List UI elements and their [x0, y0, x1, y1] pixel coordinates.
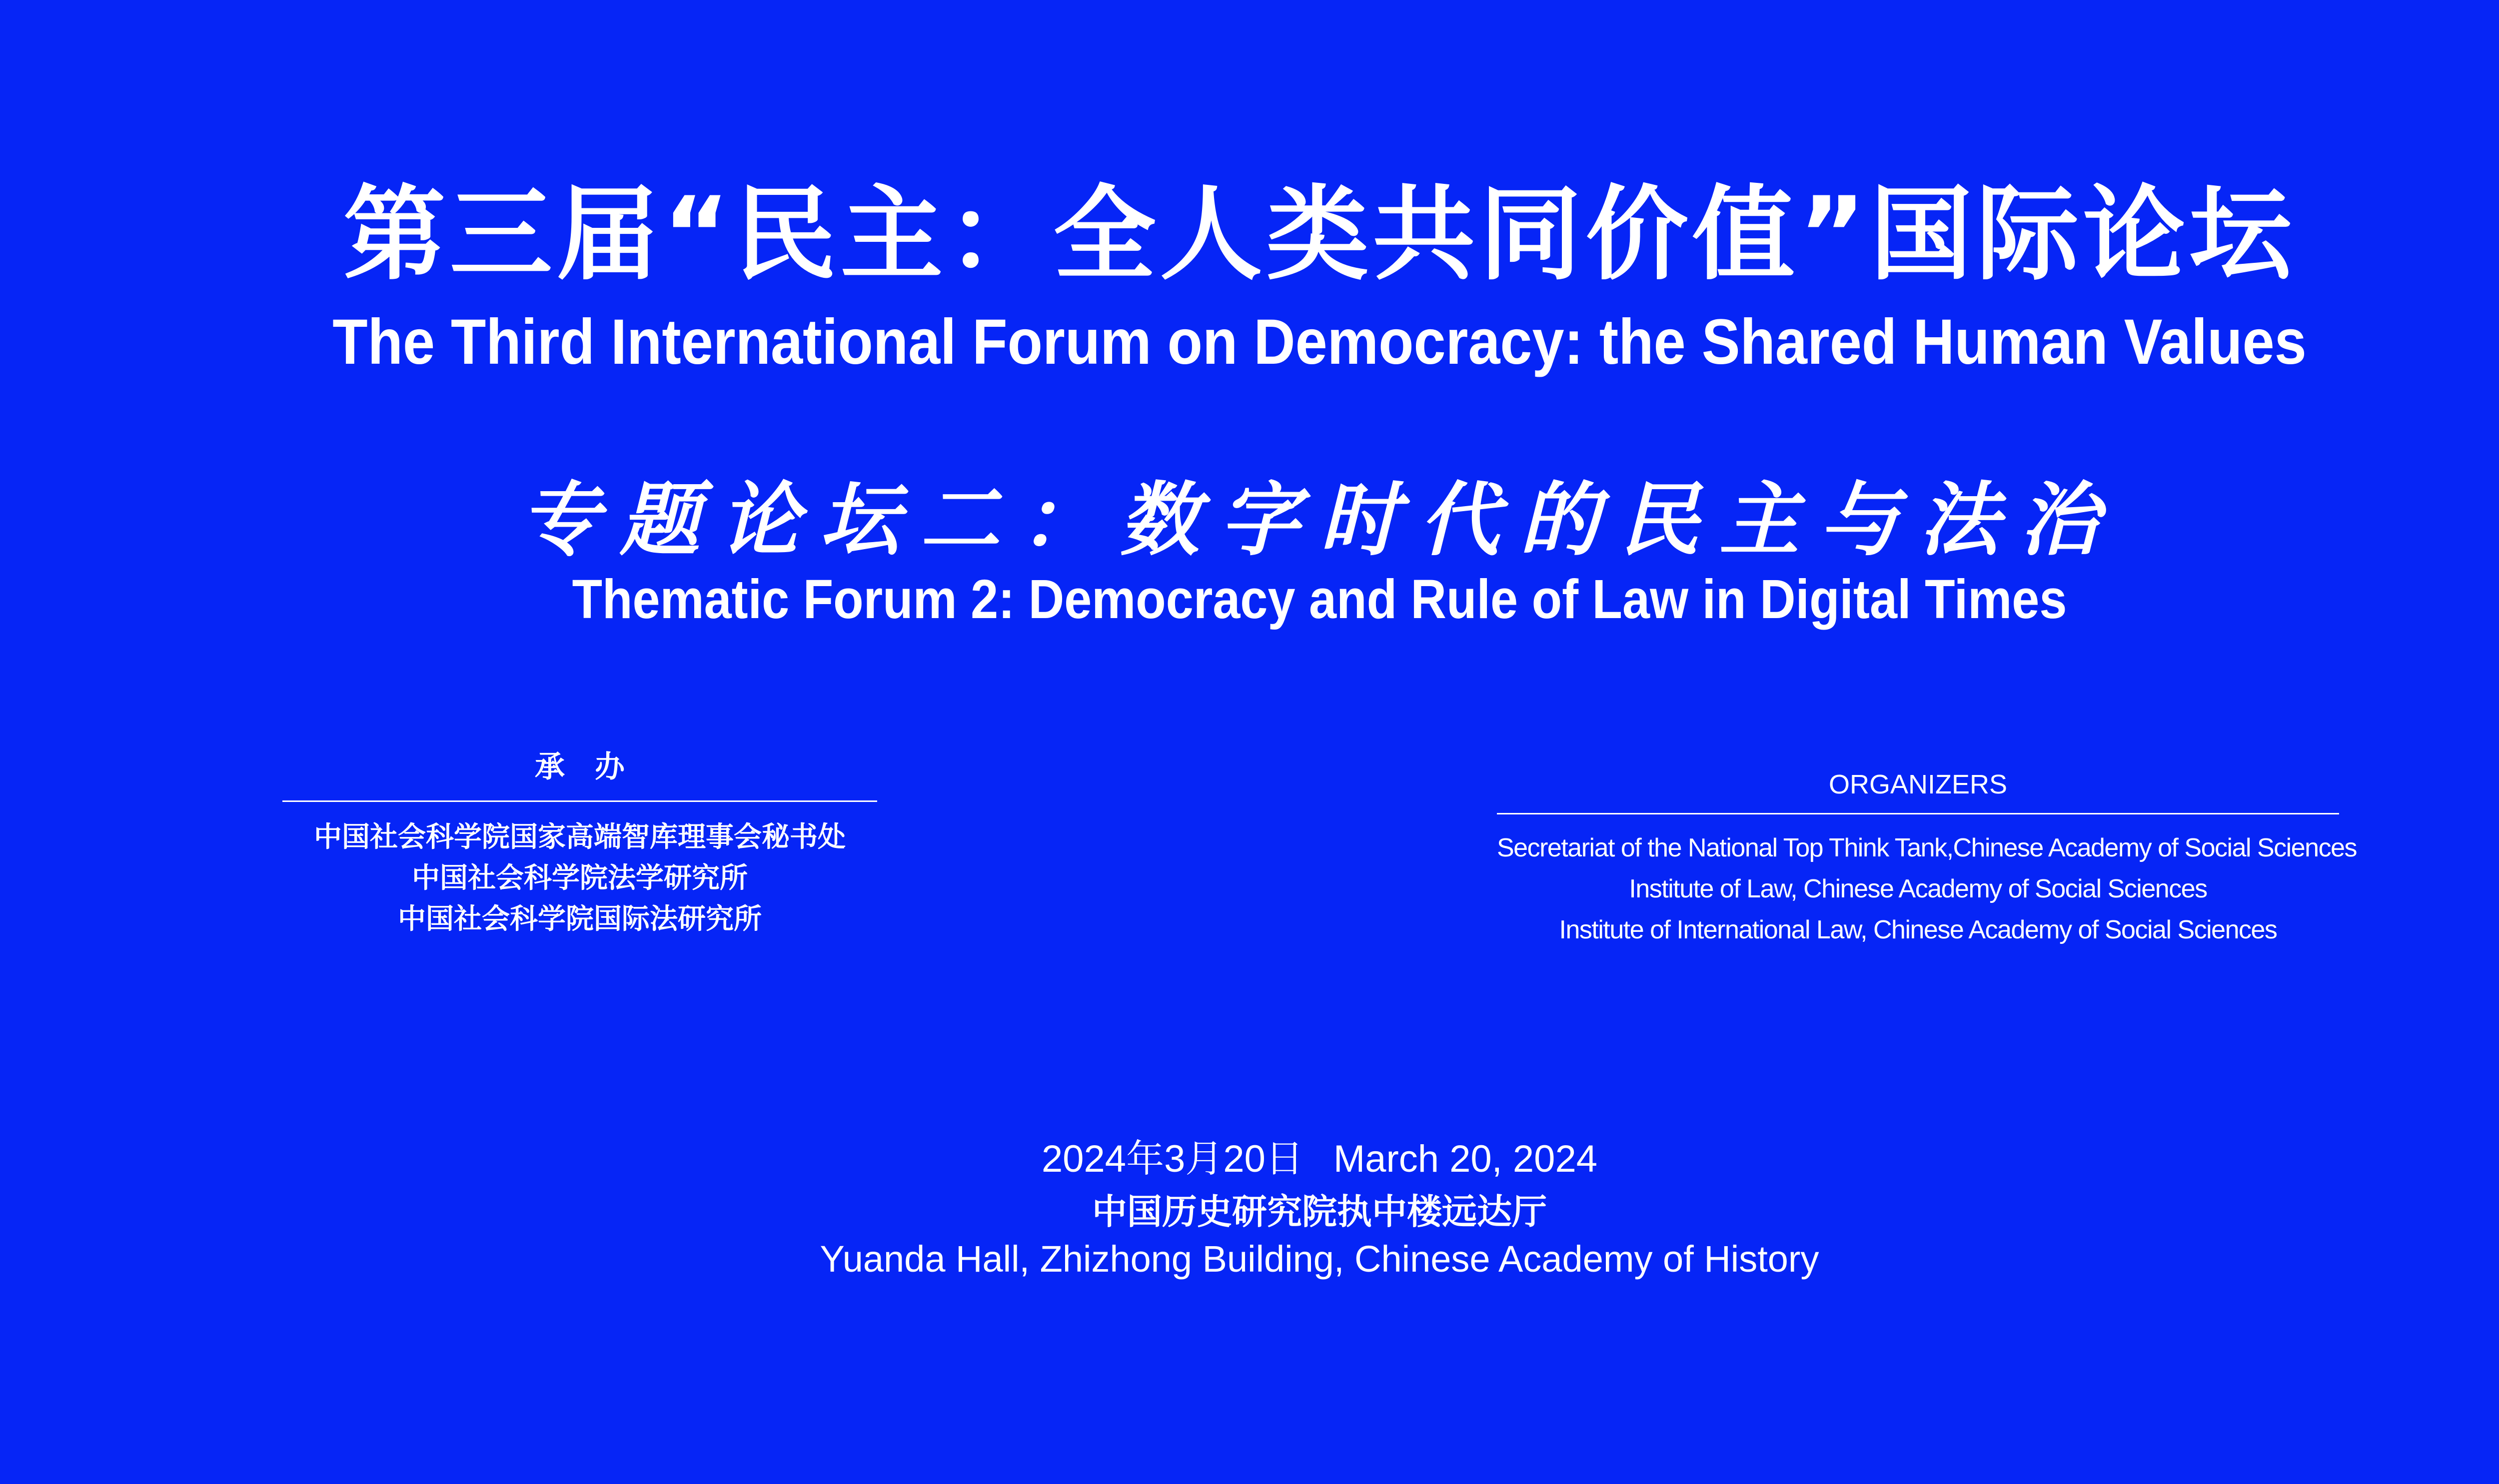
forum-title-en: The Third International Forum on Democracy: the Shared Human Values [332, 306, 2307, 378]
organizers-cn-block [282, 744, 877, 940]
event-date-cn: 2024年3月20日 [1042, 1138, 1303, 1180]
organizers-heading-cn: 承办 [535, 749, 655, 784]
organizers-divider-right [1497, 813, 2339, 814]
organizers-en-block [1497, 767, 2357, 950]
organizer-en-line: Institute of International Law, Chinese Academy of Social Sciences [1559, 915, 2277, 944]
organizers-heading-en: ORGANIZERS [1828, 769, 2008, 799]
organizer-cn-line: 中国社会科学院法学研究所 [412, 862, 748, 894]
event-date-en: March 20, 2024 [1333, 1138, 1597, 1180]
thematic-title-en: Thematic Forum 2: Democracy and Rule of Law in Digital Times [572, 569, 2067, 630]
organizer-en-line: Institute of Law, Chinese Academy of Social Sciences [1629, 874, 2207, 903]
organizer-cn-line: 中国社会科学院国际法研究所 [398, 903, 762, 935]
forum-title-cn: 第三届“民主：全人类共同价值”国际论坛 [343, 175, 2296, 294]
organizer-en-line: Secretariat of the National Top Think Tank,Chinese Academy of Social Sciences [1497, 833, 2357, 862]
organizer-cn-line: 中国社会科学院国家高端智库理事会秘书处 [314, 821, 846, 853]
organizers-divider-left [282, 800, 877, 802]
thematic-title-cn: 专题论坛二：数字时代的民主与法治 [519, 473, 2119, 567]
event-venue-cn: 中国历史研究院执中楼远达厅 [1092, 1191, 1547, 1232]
event-venue-en: Yuanda Hall, Zhizhong Building, Chinese Academy of History [820, 1238, 1819, 1280]
event-date [0, 1132, 2499, 1187]
